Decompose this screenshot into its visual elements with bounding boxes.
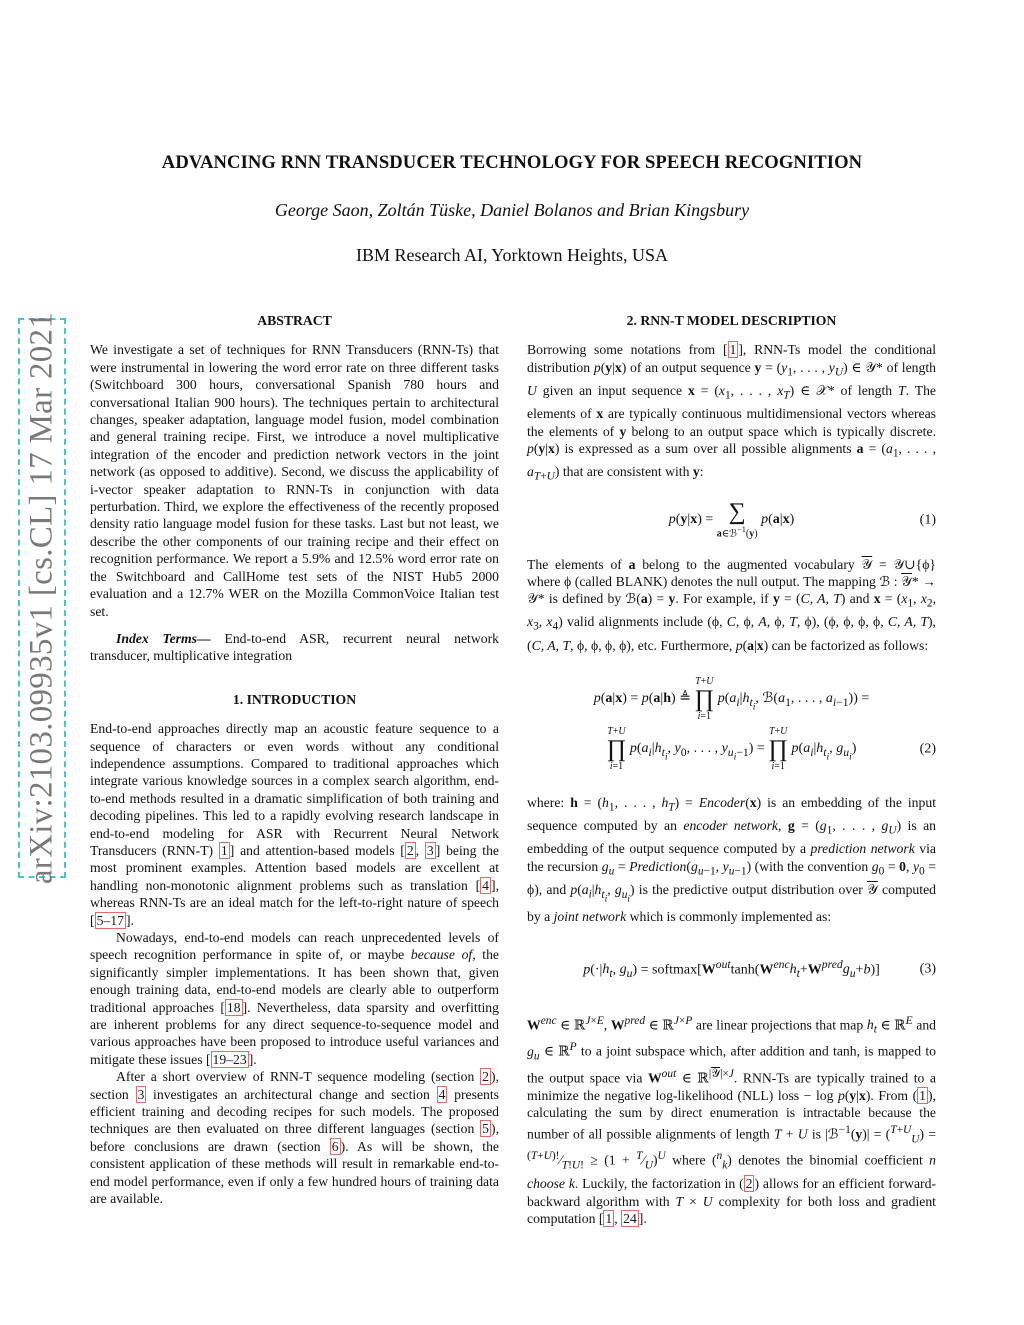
index-terms-label: Index Terms— [116, 630, 211, 646]
equation-3: $p(\cdot|h_t$, $g_u$) = $softmax[W^{out}\tanh(W^{enc}h_t+W^{pred}g_u+b)]$ (3) [583, 957, 936, 981]
section-link[interactable]: 3 [137, 1086, 145, 1102]
model-paragraph-4: $W^{enc}$ ∈ ℝ$^{J\times E}$, $W^{pred}$ ∈ ℝ$^{J\times P}$ are linear projections that map $h_t$ ∈ ℝ$^E$ and $g_u$ ∈ ℝ$^P$ to a joint subspace which, after addition and tanh, is mapped to the output space via $W^{out}$ ∈ ℝ$^{|𝒴|\times J}$. RNN-Ts are typically trained to a minimize the negative log-likelihood (NLL) loss − log p(y|x). From ( 1 ), calculating the sum by direct enumeration is intractable because the number of all possible alignments of length T + U is |ℬ$^{-1}$(y)| = $(^{T+U}_U) = ^{(T+U)!}⁄_{T!U!} \ge (1$ + $^T⁄_U)^U$ where ($^n_k$) denotes the binomial coefficient n choose k. Luckily, the factorization in ( 2 ) allows for an efficient forward-backward algorithm with T × U complexity for both loss and gradient computation [ 1 , 24 ]. [527, 1014, 937, 1226]
equation-1: p(y|x) = ∑ a∈ℬ$^{-1}$(y) p(a|x) (1) [668, 499, 936, 540]
equation-2b: T+U ∏ i=1 $p(a_i|h_{t_i}$, $y_0$, . . . , $y_{u_i-1}$) = T+U ∏ i=1 $p(a_i|h_{t_i}$, $g_{u_i}$) (2) [606, 726, 936, 773]
arxiv-identifier-box [18, 311, 66, 885]
equation-link[interactable]: 2 [745, 1176, 753, 1192]
model-paragraph-3: where: $h = (h_1$, . . . , $h_T$) = Encoder(x) is an embedding of the input sequence computed by an encoder network, $g = (g_1$, . . . , $g_U$) is an embedding of the output sequence computed by a prediction network via the recursion $g_u$ = $Prediction(g_{u-1}$, $y_{u-1}$) (with the convention $g_0 = 0$, $y_0 = \phi$), and $p(a_i|h_{t_i}$, $g_{u_i}$) is the predictive output distribution over 𝒴 computed by a joint network which is commonly implemented as: [527, 795, 937, 925]
paper-authors: George Saon, Zoltán Tüske, Daniel Bolanos and Brian Kingsbury [274, 200, 750, 220]
citation-link[interactable]: 2 [406, 842, 414, 858]
right-column [527, 312, 936, 1227]
citation-link[interactable]: 24 [623, 1210, 637, 1226]
model-paragraph-2: The elements of a belong to the augmented vocabulary 𝒴 = 𝒴∪{ϕ} where ϕ (called BLANK) denotes the null output. The mapping ℬ : 𝒴* → 𝒴* is defined by ℬ(a) = y. For example, if y = (C, A, T) and $x = (x_1$, $x_2$, $x_3$, $x_4$) valid alignments include (ϕ, C, ϕ, A, ϕ, T, ϕ), (ϕ, ϕ, ϕ, ϕ, C, A, T), (C, A, T, ϕ, ϕ, ϕ, ϕ), etc. Furthermore, p(a|x) can be factorized as follows: [527, 556, 937, 653]
citation-link[interactable]: 1 [220, 842, 228, 858]
equation-2a: p(a|x) = p(a|h) ≜ T+U ∏ i=1 $p(a_i|h_{t_i}$, $ℬ(a_1$, . . . , $a_{i-1}$)) = [593, 676, 870, 723]
equation-number: (1) [919, 512, 936, 528]
abstract-text: We investigate a set of techniques for RNN Transducers (RNN-Ts) that were instrumental in lowering the word error rate on three different tasks (Switchboard 300 hours, conversational Spanish 780 hours and conversational Italian 900 hours). The techniques pertain to architectural changes, speaker adaptation, language model fusion, model combination and general training recipe. First, we introduce a novel multiplicative integration of the encoder and prediction network vectors in the joint network (as opposed to additive). Second, we discuss the applicability of i-vector speaker adaptation to RNN-Ts in conjunction with data perturbation. Third, we explore the effectiveness of the recently proposed density ratio language model fusion for these tasks. Last but not least, we describe the other components of our training recipe and their effect on recognition performance. We report a 5.9% and 12.5% word error rate on the Switchboard and CallHome test sets of the NIST Hub5 2000 evaluation and a 12.7% WER on the Mozilla CommonVoice Italian test set. [90, 342, 499, 619]
section-link[interactable]: 4 [438, 1086, 446, 1102]
left-column [90, 312, 499, 1208]
section-link[interactable]: 6 [331, 1138, 339, 1154]
citation-link[interactable]: 3 [426, 842, 434, 858]
equation-number: (3) [919, 961, 936, 977]
model-paragraph-1: Borrowing some notations from [ 1 ], RNN-Ts model the conditional distribution p(y|x) of an output sequence $y = (y_1$, . . . , $y_U$) ∈ 𝒴* of length U given an input sequence $x = (x_1$, . . . , $x_T$) ∈ 𝒳* of length T. The elements of x are typically continuous multidimensional vectors whereas the elements of y belong to an output space which is typically discrete. p(y|x) is expressed as a sum over all possible alignments $a = (a_1$, . . . , $a_{T+U}$) that are consistent with y: [527, 342, 936, 483]
equation-number: (2) [919, 741, 936, 757]
paper-affiliation: IBM Research AI, Yorktown Heights, USA [356, 245, 668, 265]
paper-title: ADVANCING RNN TRANSDUCER TECHNOLOGY FOR SPEECH RECOGNITION [161, 152, 863, 173]
index-terms [90, 630, 499, 665]
index-terms-text: End-to-end ASR, recurrent neural network transducer, multiplicative integration [90, 630, 499, 664]
intro-paragraph-1: End-to-end approaches directly map an acoustic feature sequence to a sequence of characters or even words without any conditional independence assumptions. Compared to traditional approaches which integrate various knowledge sources in a complex search algorithm, end-to-end methods resulted in a dramatic simplification of both training and decoding pipelines. This led to a rapidly evolving research landscape in end-to-end modeling for ASR with Recurrent Neural Network Transducers (RNN-T) 1 ] and attention-based models [ 2 , 3 ] being the most prominent examples. Attention based models are excellent at handling non-monotonic alignment problems such as translation [ 4 ], whereas RNN-Ts are an ideal match for the left-to-right nature of speech [ 5–17 ]. [90, 721, 499, 928]
citation-link[interactable]: 4 [482, 877, 490, 893]
model-heading: 2. RNN-T MODEL DESCRIPTION [626, 313, 837, 328]
intro-heading: 1. INTRODUCTION [232, 691, 357, 707]
citation-link[interactable]: 18 [226, 999, 241, 1015]
arxiv-identifier: arXiv:2103.09935v1 [cs.CL] 17 Mar 2021 [23, 311, 60, 885]
intro-paragraph-2: Nowadays, end-to-end models can reach unprecedented levels of speech recognition performance in spite of, or maybe because of, the significantly simpler implementations. It has been shown that, given enough training data, end-to-end models are clearly able to outperform traditional approaches [ 18 ]. Nevertheless, data sparsity and overfitting are inherent problems for any direct sequence-to-sequence model and various approaches have been proposed to introduce useful variances and mitigate these issues [ 19–23 ]. [90, 930, 499, 1067]
section-link[interactable]: 5 [482, 1121, 490, 1137]
citation-link[interactable]: 19–23 [212, 1051, 247, 1067]
citation-link[interactable]: 1 [605, 1210, 613, 1226]
citation-link[interactable]: 1 [729, 342, 737, 358]
section-link[interactable]: 2 [482, 1069, 490, 1085]
citation-link[interactable]: 5–17 [96, 912, 124, 928]
intro-paragraph-3: After a short overview of RNN-T sequence modeling (section 2 ), section 3 investigates an architectural change and section 4 presents efficient training and decoding recipes for such models. The proposed techniques are then evaluated on three different languages (section 5 ), before conclusions are drawn (section 6 ). As will be shown, the consistent application of these methods will result in remarkable end-to-end model performance, even if only a few hundred hours of training data are available. [90, 1069, 499, 1207]
abstract-heading: ABSTRACT [257, 313, 332, 328]
equation-link[interactable]: 1 [919, 1087, 927, 1103]
